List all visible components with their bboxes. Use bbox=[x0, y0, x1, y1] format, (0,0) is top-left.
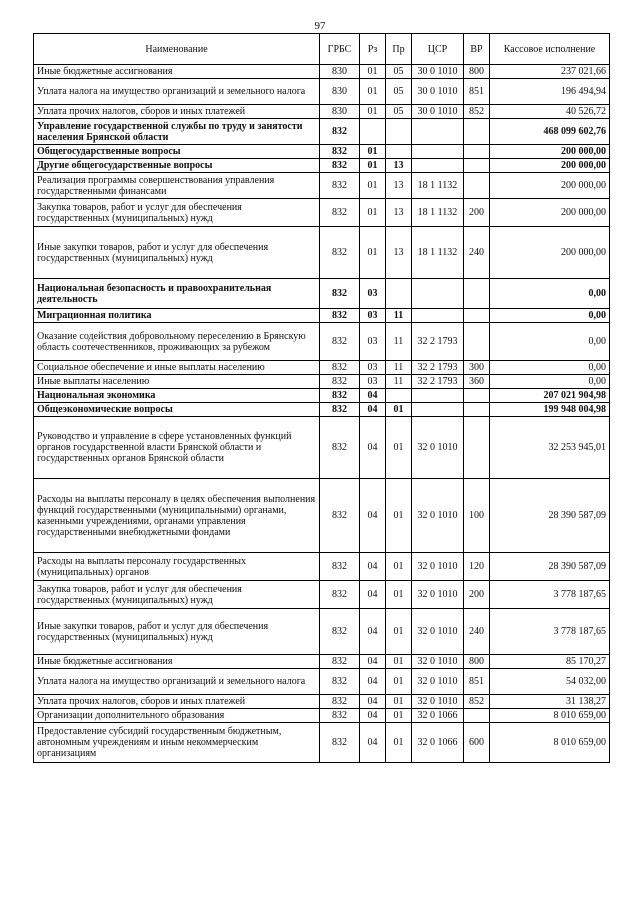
row-vr bbox=[464, 145, 490, 159]
row-rz: 04 bbox=[360, 709, 386, 723]
row-grbs: 832 bbox=[320, 723, 360, 763]
row-rz: 01 bbox=[360, 79, 386, 105]
row-grbs: 832 bbox=[320, 403, 360, 417]
row-csr: 32 2 1793 bbox=[412, 323, 464, 361]
row-vr: 100 bbox=[464, 479, 490, 553]
row-csr: 32 0 1010 bbox=[412, 655, 464, 669]
row-pr: 01 bbox=[386, 581, 412, 609]
table-row bbox=[34, 279, 610, 309]
row-name: Организации дополнительного образования bbox=[34, 709, 320, 723]
row-amount: 200 000,00 bbox=[490, 199, 610, 227]
row-csr: 32 0 1010 bbox=[412, 669, 464, 695]
row-amount: 32 253 945,01 bbox=[490, 417, 610, 479]
row-rz: 04 bbox=[360, 655, 386, 669]
row-csr bbox=[412, 309, 464, 323]
page-number: 97 bbox=[314, 20, 326, 32]
row-csr bbox=[412, 403, 464, 417]
row-pr bbox=[386, 119, 412, 145]
header-csr: ЦСР bbox=[412, 34, 464, 65]
row-vr: 300 bbox=[464, 361, 490, 375]
row-csr: 32 0 1010 bbox=[412, 553, 464, 581]
row-rz: 04 bbox=[360, 723, 386, 763]
row-pr: 11 bbox=[386, 375, 412, 389]
table-row bbox=[34, 403, 610, 417]
header-cash-execution: Кассовое исполнение bbox=[490, 34, 610, 65]
row-amount: 200 000,00 bbox=[490, 173, 610, 199]
table-header-row bbox=[34, 34, 610, 65]
row-vr: 800 bbox=[464, 655, 490, 669]
row-amount: 28 390 587,09 bbox=[490, 479, 610, 553]
table-row bbox=[34, 709, 610, 723]
row-csr bbox=[412, 389, 464, 403]
row-amount: 3 778 187,65 bbox=[490, 609, 610, 655]
row-rz: 03 bbox=[360, 323, 386, 361]
row-rz: 04 bbox=[360, 669, 386, 695]
row-name: Другие общегосударственные вопросы bbox=[34, 159, 320, 173]
row-csr: 32 0 1010 bbox=[412, 479, 464, 553]
row-rz: 01 bbox=[360, 145, 386, 159]
row-rz: 01 bbox=[360, 227, 386, 279]
row-amount: 200 000,00 bbox=[490, 159, 610, 173]
row-pr: 05 bbox=[386, 105, 412, 119]
row-amount: 0,00 bbox=[490, 309, 610, 323]
row-grbs: 832 bbox=[320, 389, 360, 403]
row-name: Иные бюджетные ассигнования bbox=[34, 65, 320, 79]
row-rz: 04 bbox=[360, 389, 386, 403]
table-row bbox=[34, 65, 610, 79]
row-vr bbox=[464, 709, 490, 723]
table-row bbox=[34, 145, 610, 159]
row-name: Руководство и управление в сфере установленных функций органов государственной власти Брянской области и государственных органов Брянской области bbox=[34, 417, 320, 479]
table-row bbox=[34, 227, 610, 279]
row-grbs: 832 bbox=[320, 695, 360, 709]
row-grbs: 832 bbox=[320, 669, 360, 695]
row-grbs: 832 bbox=[320, 119, 360, 145]
row-amount: 207 021 904,98 bbox=[490, 389, 610, 403]
row-csr: 32 0 1010 bbox=[412, 695, 464, 709]
row-amount: 3 778 187,65 bbox=[490, 581, 610, 609]
row-grbs: 832 bbox=[320, 145, 360, 159]
row-amount: 8 010 659,00 bbox=[490, 723, 610, 763]
table-row bbox=[34, 655, 610, 669]
row-rz: 04 bbox=[360, 479, 386, 553]
row-grbs: 832 bbox=[320, 417, 360, 479]
row-pr: 13 bbox=[386, 173, 412, 199]
row-name: Иные закупки товаров, работ и услуг для обеспечения государственных (муниципальных) нужд bbox=[34, 227, 320, 279]
table-row bbox=[34, 669, 610, 695]
row-name: Реализация программы совершенствования управления государственными финансами bbox=[34, 173, 320, 199]
row-name: Уплата налога на имущество организаций и земельного налога bbox=[34, 669, 320, 695]
row-amount: 85 170,27 bbox=[490, 655, 610, 669]
row-name: Оказание содействия добровольному переселению в Брянскую область соотечественников, проживающих за рубежом bbox=[34, 323, 320, 361]
row-pr: 01 bbox=[386, 695, 412, 709]
table-row bbox=[34, 417, 610, 479]
row-pr: 05 bbox=[386, 79, 412, 105]
row-grbs: 832 bbox=[320, 323, 360, 361]
row-vr: 851 bbox=[464, 669, 490, 695]
row-vr bbox=[464, 159, 490, 173]
row-pr: 13 bbox=[386, 159, 412, 173]
row-grbs: 832 bbox=[320, 309, 360, 323]
row-rz: 03 bbox=[360, 375, 386, 389]
row-rz: 01 bbox=[360, 173, 386, 199]
row-name: Закупка товаров, работ и услуг для обеспечения государственных (муниципальных) нужд bbox=[34, 581, 320, 609]
row-pr: 13 bbox=[386, 227, 412, 279]
row-rz: 03 bbox=[360, 361, 386, 375]
row-csr: 32 0 1066 bbox=[412, 709, 464, 723]
row-name: Национальная экономика bbox=[34, 389, 320, 403]
row-name: Общегосударственные вопросы bbox=[34, 145, 320, 159]
row-csr bbox=[412, 145, 464, 159]
header-vr: ВР bbox=[464, 34, 490, 65]
row-csr: 18 1 1132 bbox=[412, 199, 464, 227]
table-row bbox=[34, 609, 610, 655]
row-csr: 30 0 1010 bbox=[412, 105, 464, 119]
row-grbs: 832 bbox=[320, 375, 360, 389]
row-vr: 240 bbox=[464, 609, 490, 655]
row-vr bbox=[464, 309, 490, 323]
row-name: Расходы на выплаты персоналу государственных (муниципальных) органов bbox=[34, 553, 320, 581]
row-pr: 01 bbox=[386, 403, 412, 417]
row-name: Закупка товаров, работ и услуг для обеспечения государственных (муниципальных) нужд bbox=[34, 199, 320, 227]
row-pr bbox=[386, 389, 412, 403]
row-grbs: 832 bbox=[320, 227, 360, 279]
row-name: Иные выплаты населению bbox=[34, 375, 320, 389]
row-rz: 04 bbox=[360, 403, 386, 417]
row-pr: 13 bbox=[386, 199, 412, 227]
row-rz: 04 bbox=[360, 695, 386, 709]
table-row bbox=[34, 199, 610, 227]
table-row bbox=[34, 79, 610, 105]
table-row bbox=[34, 159, 610, 173]
row-name: Расходы на выплаты персоналу в целях обеспечения выполнения функций государственными (муниципальными) органами, казенными учреждениями, органами управления государственными внебюджетными фондами bbox=[34, 479, 320, 553]
row-grbs: 832 bbox=[320, 159, 360, 173]
row-pr: 01 bbox=[386, 609, 412, 655]
row-name: Иные бюджетные ассигнования bbox=[34, 655, 320, 669]
row-pr: 01 bbox=[386, 553, 412, 581]
row-csr bbox=[412, 279, 464, 309]
header-grbs: ГРБС bbox=[320, 34, 360, 65]
row-amount: 8 010 659,00 bbox=[490, 709, 610, 723]
row-vr bbox=[464, 389, 490, 403]
row-vr bbox=[464, 323, 490, 361]
table-row bbox=[34, 105, 610, 119]
row-grbs: 832 bbox=[320, 279, 360, 309]
row-name: Социальное обеспечение и иные выплаты населению bbox=[34, 361, 320, 375]
row-name: Общеэкономические вопросы bbox=[34, 403, 320, 417]
row-pr: 11 bbox=[386, 361, 412, 375]
row-pr: 01 bbox=[386, 655, 412, 669]
row-grbs: 832 bbox=[320, 479, 360, 553]
row-amount: 40 526,72 bbox=[490, 105, 610, 119]
row-vr bbox=[464, 417, 490, 479]
row-vr: 600 bbox=[464, 723, 490, 763]
table-row bbox=[34, 389, 610, 403]
row-vr: 360 bbox=[464, 375, 490, 389]
row-grbs: 830 bbox=[320, 105, 360, 119]
row-pr: 01 bbox=[386, 709, 412, 723]
row-amount: 237 021,66 bbox=[490, 65, 610, 79]
row-csr: 32 2 1793 bbox=[412, 361, 464, 375]
row-grbs: 832 bbox=[320, 199, 360, 227]
row-grbs: 832 bbox=[320, 553, 360, 581]
row-vr bbox=[464, 279, 490, 309]
row-amount: 200 000,00 bbox=[490, 145, 610, 159]
row-amount: 31 138,27 bbox=[490, 695, 610, 709]
row-csr: 18 1 1132 bbox=[412, 227, 464, 279]
row-amount: 0,00 bbox=[490, 279, 610, 309]
row-name: Уплата прочих налогов, сборов и иных платежей bbox=[34, 695, 320, 709]
row-csr: 32 0 1066 bbox=[412, 723, 464, 763]
table-row bbox=[34, 479, 610, 553]
row-name: Миграционная политика bbox=[34, 309, 320, 323]
row-amount: 468 099 602,76 bbox=[490, 119, 610, 145]
row-rz bbox=[360, 119, 386, 145]
row-vr: 200 bbox=[464, 199, 490, 227]
row-csr: 30 0 1010 bbox=[412, 79, 464, 105]
table-row bbox=[34, 323, 610, 361]
row-amount: 0,00 bbox=[490, 361, 610, 375]
row-name: Национальная безопасность и правоохранительная деятельность bbox=[34, 279, 320, 309]
table-row bbox=[34, 309, 610, 323]
row-pr bbox=[386, 279, 412, 309]
row-amount: 0,00 bbox=[490, 323, 610, 361]
row-vr bbox=[464, 403, 490, 417]
row-rz: 01 bbox=[360, 199, 386, 227]
row-vr: 120 bbox=[464, 553, 490, 581]
table-row bbox=[34, 375, 610, 389]
row-grbs: 832 bbox=[320, 609, 360, 655]
row-vr: 800 bbox=[464, 65, 490, 79]
table-row bbox=[34, 723, 610, 763]
row-csr: 32 0 1010 bbox=[412, 581, 464, 609]
row-csr: 32 0 1010 bbox=[412, 417, 464, 479]
row-amount: 199 948 004,98 bbox=[490, 403, 610, 417]
row-grbs: 830 bbox=[320, 79, 360, 105]
row-name: Иные закупки товаров, работ и услуг для обеспечения государственных (муниципальных) нужд bbox=[34, 609, 320, 655]
row-pr: 01 bbox=[386, 417, 412, 479]
row-amount: 54 032,00 bbox=[490, 669, 610, 695]
row-csr: 18 1 1132 bbox=[412, 173, 464, 199]
row-grbs: 832 bbox=[320, 173, 360, 199]
row-csr: 30 0 1010 bbox=[412, 65, 464, 79]
table-row bbox=[34, 695, 610, 709]
row-pr: 05 bbox=[386, 65, 412, 79]
row-name: Уплата прочих налогов, сборов и иных платежей bbox=[34, 105, 320, 119]
table-row bbox=[34, 581, 610, 609]
row-pr: 11 bbox=[386, 323, 412, 361]
row-grbs: 832 bbox=[320, 655, 360, 669]
row-name: Управление государственной службы по труду и занятости населения Брянской области bbox=[34, 119, 320, 145]
row-rz: 04 bbox=[360, 581, 386, 609]
row-rz: 01 bbox=[360, 65, 386, 79]
budget-table bbox=[33, 33, 610, 763]
row-name: Уплата налога на имущество организаций и земельного налога bbox=[34, 79, 320, 105]
table-row bbox=[34, 173, 610, 199]
table-row bbox=[34, 553, 610, 581]
row-grbs: 830 bbox=[320, 65, 360, 79]
row-amount: 200 000,00 bbox=[490, 227, 610, 279]
row-amount: 0,00 bbox=[490, 375, 610, 389]
row-csr bbox=[412, 119, 464, 145]
row-grbs: 832 bbox=[320, 709, 360, 723]
row-rz: 01 bbox=[360, 159, 386, 173]
row-vr: 852 bbox=[464, 105, 490, 119]
row-csr: 32 0 1010 bbox=[412, 609, 464, 655]
row-pr bbox=[386, 145, 412, 159]
header-name: Наименование bbox=[34, 34, 320, 65]
header-pr: Пр bbox=[386, 34, 412, 65]
row-rz: 04 bbox=[360, 417, 386, 479]
row-amount: 28 390 587,09 bbox=[490, 553, 610, 581]
row-grbs: 832 bbox=[320, 361, 360, 375]
row-rz: 03 bbox=[360, 279, 386, 309]
row-vr: 240 bbox=[464, 227, 490, 279]
row-amount: 196 494,94 bbox=[490, 79, 610, 105]
row-rz: 03 bbox=[360, 309, 386, 323]
row-pr: 01 bbox=[386, 669, 412, 695]
table-row bbox=[34, 361, 610, 375]
header-rz: Рз bbox=[360, 34, 386, 65]
row-rz: 04 bbox=[360, 609, 386, 655]
row-csr bbox=[412, 159, 464, 173]
row-vr bbox=[464, 119, 490, 145]
row-name: Предоставление субсидий государственным бюджетным, автономным учреждениям и иным некоммерческим организациям bbox=[34, 723, 320, 763]
row-pr: 01 bbox=[386, 723, 412, 763]
row-pr: 11 bbox=[386, 309, 412, 323]
row-grbs: 832 bbox=[320, 581, 360, 609]
row-pr: 01 bbox=[386, 479, 412, 553]
table-row bbox=[34, 119, 610, 145]
row-vr: 852 bbox=[464, 695, 490, 709]
row-vr: 851 bbox=[464, 79, 490, 105]
row-csr: 32 2 1793 bbox=[412, 375, 464, 389]
row-rz: 04 bbox=[360, 553, 386, 581]
row-vr bbox=[464, 173, 490, 199]
row-rz: 01 bbox=[360, 105, 386, 119]
row-vr: 200 bbox=[464, 581, 490, 609]
